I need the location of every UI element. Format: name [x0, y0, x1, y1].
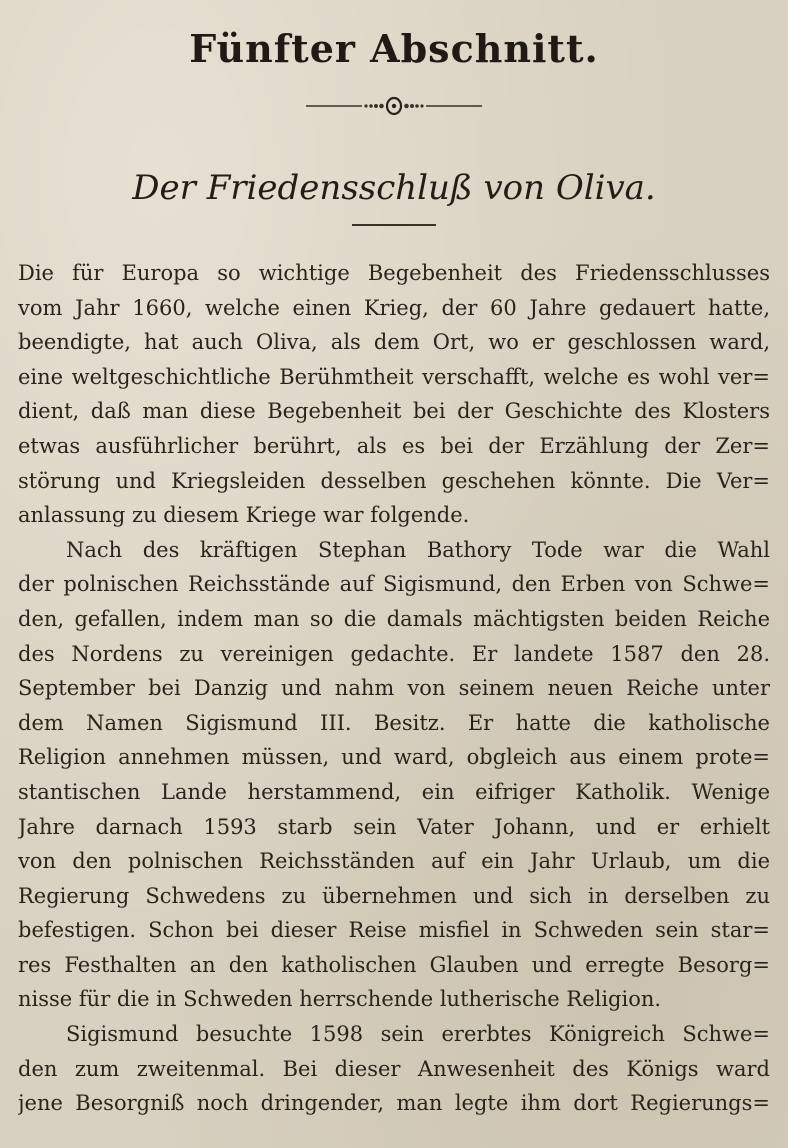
text-line: dient, daß man diese Begebenheit bei der Geschichte des Klosters: [18, 399, 770, 424]
text-line: vom Jahr 1660, welche einen Krieg, der 60 Jahre gedauert hatte,: [18, 295, 770, 320]
text-line: dem Namen Sigismund III. Besitz. Er hatte die katholische: [18, 710, 770, 735]
ornament-icon: [304, 96, 484, 116]
chapter-heading: Fünfter Abschnitt.: [189, 26, 599, 71]
text-line: Religion annehmen müssen, und ward, obgleich aus einem prote=: [18, 745, 770, 770]
text-line: eine weltgeschichtliche Berühmtheit verschafft, welche es wohl ver=: [18, 364, 770, 389]
text-line: beendigte, hat auch Oliva, als dem Ort, wo er geschlossen ward,: [18, 330, 770, 355]
text-line: störung und Kriegsleiden desselben geschehen könnte. Die Ver=: [18, 468, 770, 493]
text-line: etwas ausführlicher berührt, als es bei der Erzählung der Zer=: [18, 433, 770, 458]
paragraph-2: [18, 533, 770, 1017]
text-line: den zum zweitenmal. Bei dieser Anwesenheit des Königs ward: [18, 1056, 770, 1081]
section-title: Der Friedensschluß von Oliva.: [132, 168, 656, 208]
text-line: von den polnischen Reichsständen auf ein Jahr Urlaub, um die: [18, 849, 770, 874]
text-line: Jahre darnach 1593 starb sein Vater Johann, und er erhielt: [18, 814, 770, 839]
text-line: anlassung zu diesem Kriege war folgende.: [18, 503, 470, 528]
text-line: Regierung Schwedens zu übernehmen und sich in derselben zu: [18, 883, 770, 908]
text-line: den, gefallen, indem man so die damals mächtigsten beiden Reiche: [18, 606, 770, 631]
text-line: nisse für die in Schweden herrschende lutherische Religion.: [18, 987, 662, 1012]
text-line: Die für Europa so wichtige Begebenheit des Friedensschlusses: [18, 261, 770, 285]
text-line: res Festhalten an den katholischen Glauben und erregte Besorg=: [18, 952, 770, 977]
paragraph-3: [18, 1017, 770, 1121]
text-line: Sigismund besuchte 1598 sein ererbtes Königreich Schwe=: [66, 1022, 770, 1047]
title-underline-rule: [352, 224, 436, 226]
text-line: Nach des kräftigen Stephan Bathory Tode war die Wahl: [66, 537, 770, 562]
body-text: [18, 256, 770, 1121]
text-line: der polnischen Reichsstände auf Sigismund, den Erben von Schwe=: [18, 572, 770, 597]
text-line: stantischen Lande herstammend, ein eifriger Katholik. Wenige: [18, 779, 770, 804]
text-line: befestigen. Schon bei dieser Reise misfiel in Schweden sein star=: [18, 918, 770, 943]
paragraph-1: [18, 256, 770, 533]
ornament-divider: [18, 96, 770, 116]
text-line: jene Besorgniß noch dringender, man legte ihm dort Regierungs=: [18, 1091, 770, 1116]
text-line: des Nordens zu vereinigen gedachte. Er landete 1587 den 28.: [18, 641, 770, 666]
text-line: September bei Danzig und nahm von seinem neuen Reiche unter: [18, 676, 770, 701]
